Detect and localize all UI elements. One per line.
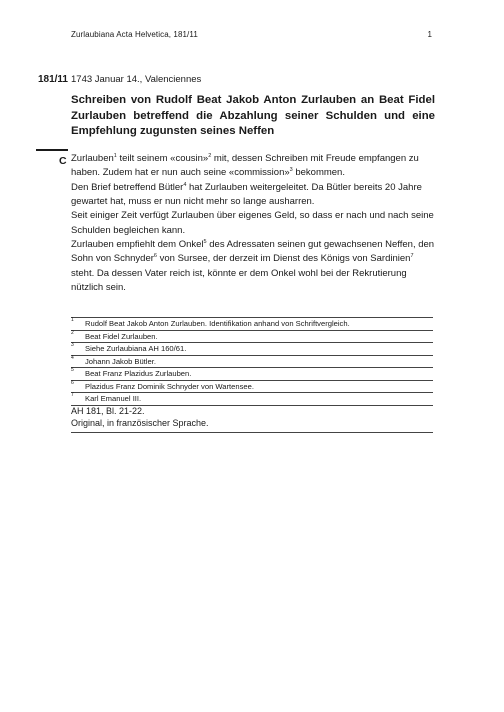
running-head <box>71 30 432 39</box>
footnote-item <box>71 368 433 381</box>
footnote-ref[interactable]: 3 <box>289 167 293 174</box>
footnote-number: 1 <box>71 317 74 323</box>
text-run: Den Brief betreffend Bütler <box>71 181 184 193</box>
text-run: mit, dessen Schreiben mit Freude empfangen zu haben. Zudem hat er nun auch seine «commission» <box>71 153 419 179</box>
footnote-item <box>71 331 433 344</box>
footnote-text: Beat Franz Plazidus Zurlauben. <box>85 369 192 378</box>
footnote-item <box>71 318 433 331</box>
text-run: bekommen. <box>292 167 345 179</box>
footnote-ref[interactable]: 7 <box>410 253 414 260</box>
text-run: steht. Da dessen Vater reich ist, könnte er dem Onkel wohl bei der Rekrutierung nützlich sein. <box>71 267 407 294</box>
footnote-text: Karl Emanuel III. <box>85 394 142 403</box>
summary-text <box>71 152 437 295</box>
document-date-place: 1743 Januar 14., Valenciennes <box>71 74 202 85</box>
footnote-item <box>71 356 433 369</box>
document-number: 181/11 <box>37 74 68 85</box>
footnote-text: Rudolf Beat Jakob Anton Zurlauben. Identifikation anhand von Schriftvergleich. <box>85 319 350 328</box>
footnote-item <box>71 343 433 356</box>
archive-reference: AH 181, Bl. 21-22. <box>71 406 145 416</box>
footnote-item <box>71 393 433 406</box>
margin-rule <box>36 149 68 151</box>
text-run: teilt seinem «cousin» <box>116 153 209 164</box>
footnote-number: 6 <box>71 379 74 386</box>
document-title: Schreiben von Rudolf Beat Jakob Anton Zurlauben an Beat Fidel Zurlauben betreffend die Abzahlung seiner Schulden und eine Empfehlung zugunsten seines Neffen <box>71 94 435 137</box>
footnote-ref[interactable]: 5 <box>203 239 207 246</box>
footnote-number: 4 <box>71 354 74 361</box>
text-run: Zurlauben empfiehlt dem Onkel <box>71 239 204 251</box>
footnote-list <box>71 317 433 406</box>
footnote-number: 2 <box>71 329 74 336</box>
summary-paragraph <box>71 181 437 210</box>
footnote-text: Beat Fidel Zurlauben. <box>85 331 158 341</box>
summary-paragraph: Seit einiger Zeit verfügt Zurlauben über eigenes Geld, so dass er nach und nach seine Schulden begleichen kann. <box>71 210 434 236</box>
footnote-text: Siehe Zurlaubiana AH 160/61. <box>85 344 187 353</box>
footnote-ref[interactable]: 1 <box>113 153 117 159</box>
footnote-text: Johann Jakob Bütler. <box>85 356 156 366</box>
text-run: hat Zurlauben weitergeleitet. Da Bütler bereits 20 Jahre gewartet hat, muss er nun nicht mehr so lange ausharren. <box>71 181 422 208</box>
source-note: Original, in französischer Sprache. <box>71 417 209 428</box>
page-number: 1 <box>427 30 432 39</box>
source-block <box>71 406 433 433</box>
summary-paragraph <box>71 152 437 181</box>
footnote-number: 3 <box>71 342 74 348</box>
footnote-ref[interactable]: 4 <box>183 181 187 188</box>
summary-paragraph <box>71 238 437 295</box>
section-marker: C <box>59 155 67 167</box>
footnote-ref[interactable]: 6 <box>153 253 157 260</box>
text-run: des Adressaten seinen gut gewachsenen Neffen, den Sohn von Schnyder <box>71 239 435 265</box>
footnote-number: 5 <box>71 367 74 373</box>
footnote-number: 7 <box>71 392 74 398</box>
series-title: Zurlaubiana Acta Helvetica, 181/11 <box>71 30 198 39</box>
text-run: Zurlauben <box>71 153 114 164</box>
footnote-ref[interactable]: 2 <box>208 153 212 159</box>
footnote-text: Plazidus Franz Dominik Schnyder von Wartensee. <box>85 381 254 391</box>
footnote-item <box>71 381 433 394</box>
text-run: von Sursee, der derzeit im Dienst des Königs von Sardinien <box>156 253 411 265</box>
